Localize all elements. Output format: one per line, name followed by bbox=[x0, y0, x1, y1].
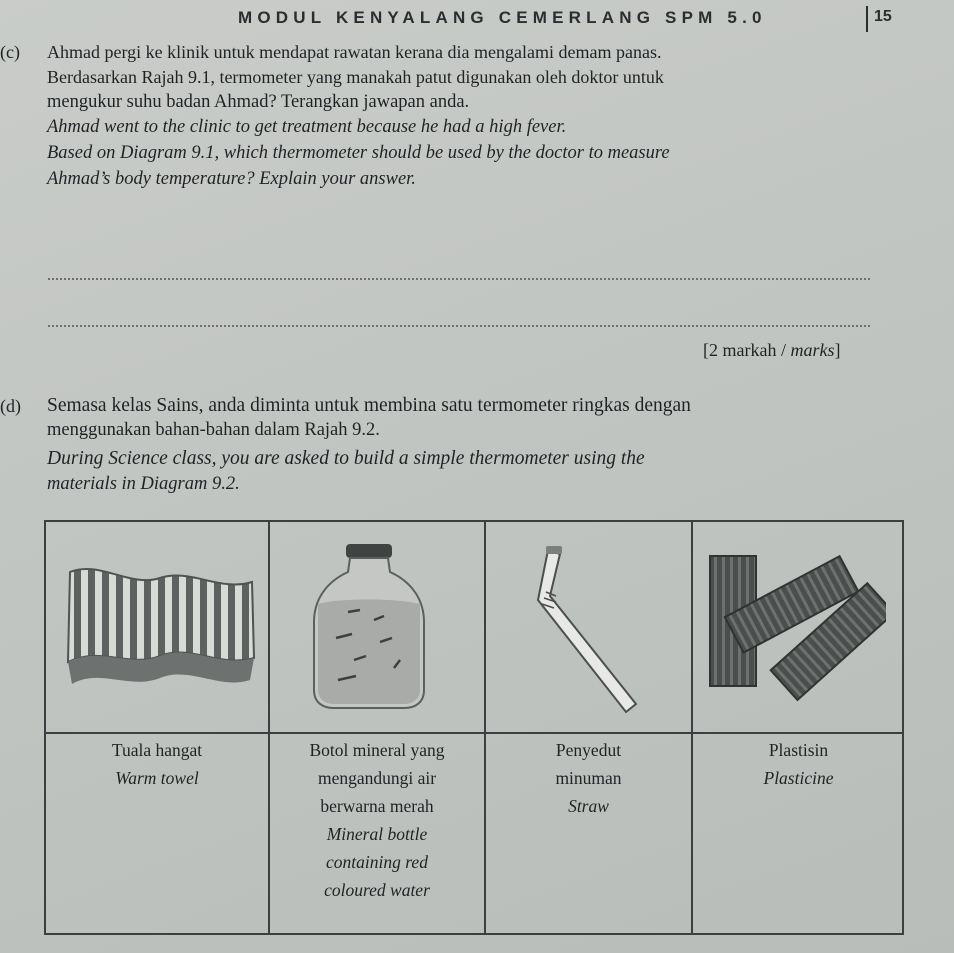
marks-close: ] bbox=[834, 340, 841, 360]
table-row-divider bbox=[46, 732, 902, 734]
question-d-english-line-2: materials in Diagram 9.2. bbox=[47, 474, 240, 494]
question-c-label: (c) bbox=[0, 42, 20, 62]
question-c-english-line-1: Ahmad went to the clinic to get treatment because he had a high fever. bbox=[47, 117, 567, 137]
material-warm-towel bbox=[46, 736, 268, 792]
question-d-label: (d) bbox=[0, 396, 21, 416]
page-number: 15 bbox=[874, 8, 892, 25]
marks-label bbox=[703, 340, 840, 361]
straw-icon bbox=[516, 544, 656, 714]
material-plasticine bbox=[693, 736, 904, 792]
warm-towel-icon bbox=[60, 558, 260, 698]
marks-english: marks bbox=[790, 340, 835, 360]
material-bottle-english-line: Mineral bottle bbox=[326, 824, 428, 844]
plasticine-icon bbox=[706, 542, 886, 702]
marks-malay: [2 markah / bbox=[703, 340, 791, 360]
material-straw-english: Straw bbox=[568, 796, 609, 816]
material-plasticine-malay: Plastisin bbox=[768, 740, 829, 760]
mineral-bottle-icon bbox=[308, 542, 448, 712]
material-bottle-english-line: containing red bbox=[326, 852, 428, 872]
material-bottle-malay-line: mengandungi air bbox=[317, 768, 437, 788]
header-divider bbox=[866, 6, 868, 32]
answer-line-1[interactable] bbox=[48, 278, 870, 280]
material-plasticine-english: Plasticine bbox=[763, 768, 834, 788]
materials-table bbox=[44, 520, 904, 935]
material-mineral-bottle bbox=[270, 736, 484, 904]
material-straw bbox=[486, 736, 691, 820]
table-divider bbox=[691, 522, 693, 933]
question-c-malay-line-1: Ahmad pergi ke klinik untuk mendapat rawatan kerana dia mengalami demam panas. bbox=[47, 42, 662, 62]
table-divider bbox=[484, 522, 486, 933]
answer-line-2[interactable] bbox=[48, 325, 870, 327]
material-warm-towel-malay: Tuala hangat bbox=[111, 740, 203, 760]
material-bottle-english-line: coloured water bbox=[324, 880, 430, 900]
question-c-english-line-2: Based on Diagram 9.1, which thermometer should be used by the doctor to measure bbox=[47, 143, 670, 163]
question-c-malay-line-2: Berdasarkan Rajah 9.1, termometer yang manakah patut digunakan oleh doktor untuk bbox=[47, 67, 664, 87]
question-d-malay-line-1: Semasa kelas Sains, anda diminta untuk membina satu termometer ringkas dengan bbox=[47, 395, 691, 416]
module-header-title: MODUL KENYALANG CEMERLANG SPM 5.0 bbox=[238, 8, 767, 27]
question-c-english-line-3: Ahmad’s body temperature? Explain your answer. bbox=[47, 169, 416, 189]
material-straw-malay-line: Penyedut bbox=[555, 740, 622, 760]
material-bottle-malay-line: Botol mineral yang bbox=[309, 740, 445, 760]
question-d-malay-line-2: menggunakan bahan-bahan dalam Rajah 9.2. bbox=[47, 420, 380, 440]
material-straw-malay-line: minuman bbox=[555, 768, 622, 788]
question-d-english-line-1: During Science class, you are asked to build a simple thermometer using the bbox=[47, 448, 645, 469]
question-c-malay-line-3: mengukur suhu badan Ahmad? Terangkan jawapan anda. bbox=[47, 92, 470, 112]
material-bottle-malay-line: berwarna merah bbox=[320, 796, 434, 816]
material-warm-towel-english: Warm towel bbox=[115, 768, 199, 788]
